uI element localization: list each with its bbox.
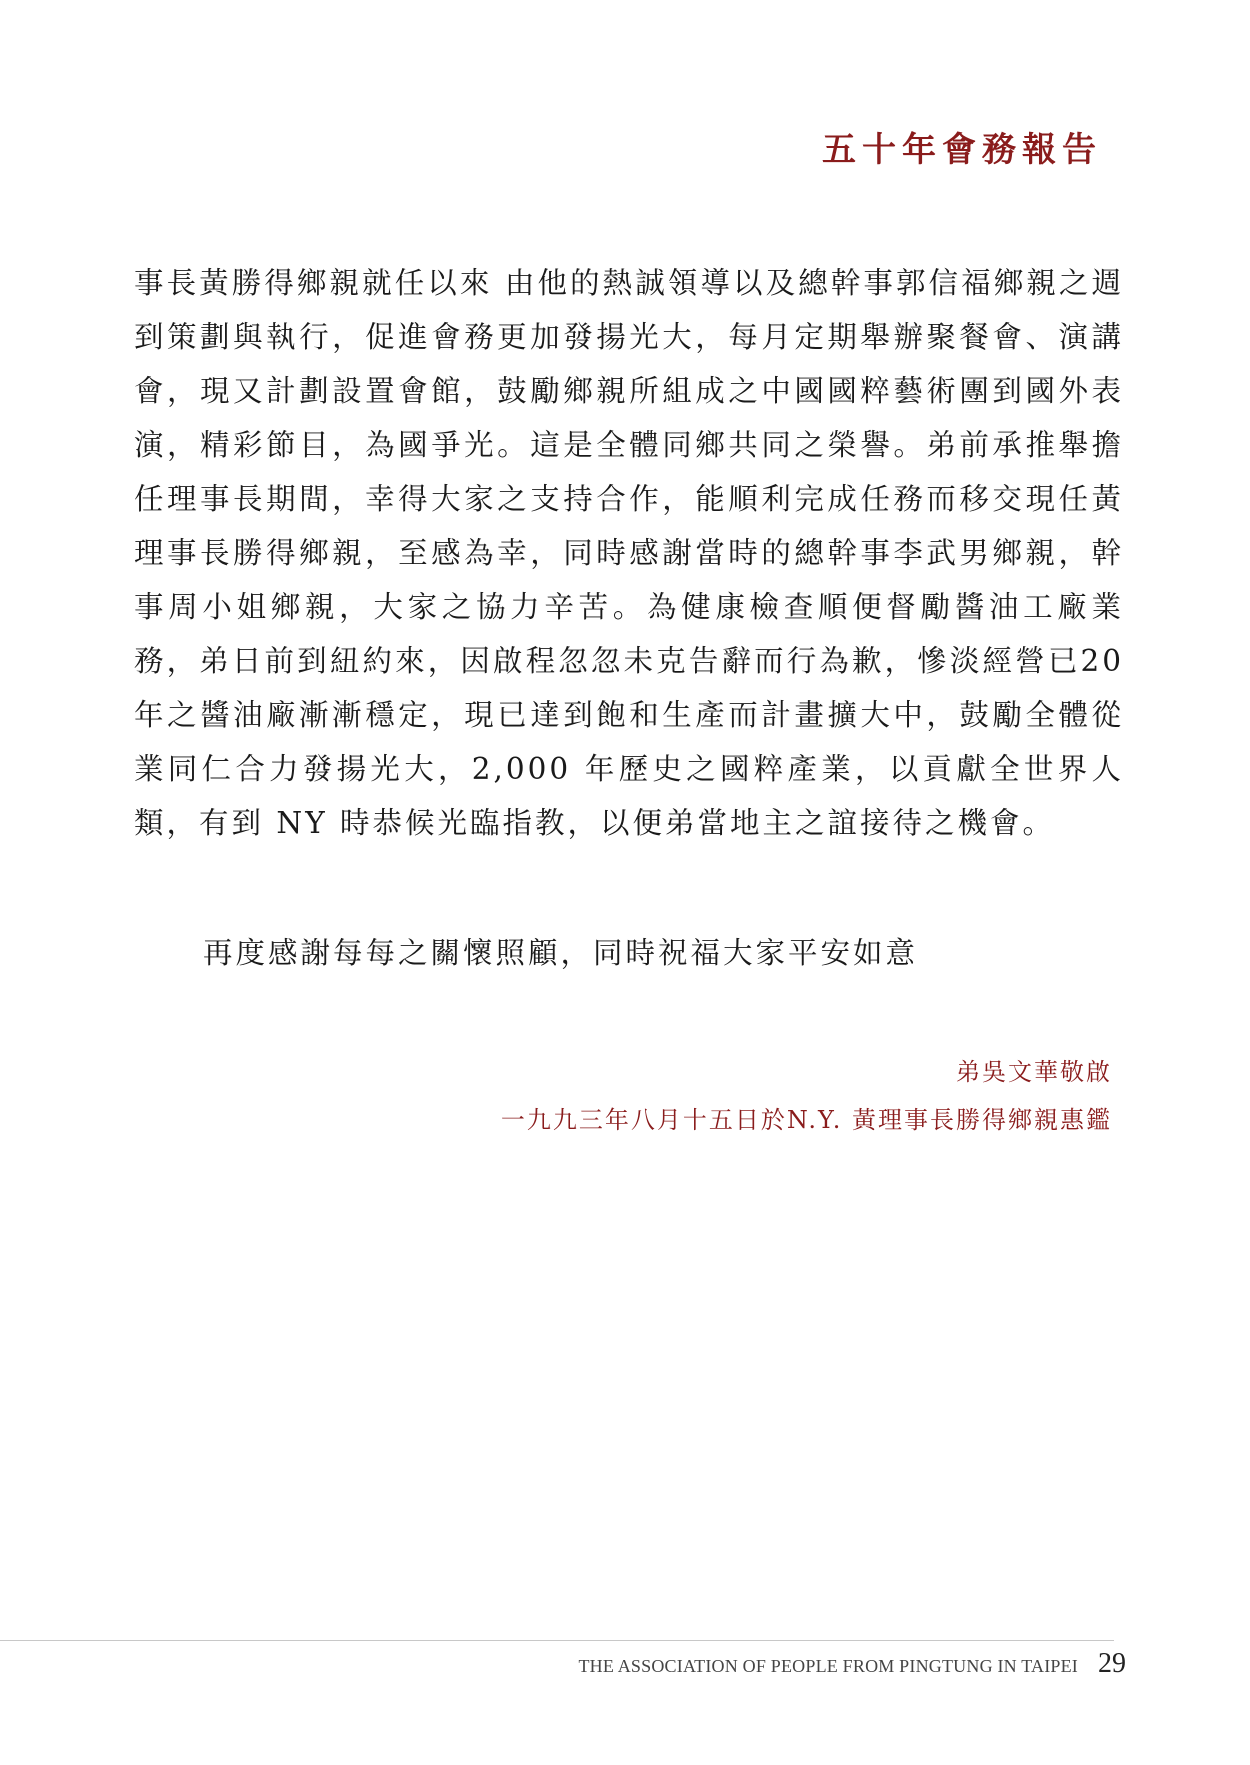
footer-organization: THE ASSOCIATION OF PEOPLE FROM PINGTUNG IN TAIPEI xyxy=(578,1656,1078,1676)
page-number: 29 xyxy=(1098,1648,1126,1679)
footer-divider xyxy=(0,1640,1114,1641)
section-title: 五十年會務報告 xyxy=(822,130,1102,170)
letter-closing: 再度感謝每每之關懷照顧，同時祝福大家平安如意 xyxy=(203,936,919,970)
letter-body: 事長黃勝得鄉親就任以來 由他的熱誠領導以及總幹事郭信福鄉親之週到策劃與執行，促進會務更加發揚光大，每月定期舉辦聚餐會、演講會，現又計劃設置會館，鼓勵鄉親所組成之中國國粹藝術團到國外表演，精彩節目，為國爭光。這是全體同鄉共同之榮譽。弟前承推舉擔任理事長期間，幸得大家之支持合作，能順利完成任務而移交現任黃理事長勝得鄉親，至感為幸，同時感謝當時的總幹事李武男鄉親，幹事周小姐鄉親，大家之協力辛苦。為健康檢查順便督勵醬油工廠業務，弟日前到紐約來，因啟程忽忽未克告辭而行為歉，慘淡經營已20年之醬油廠漸漸穩定，現已達到飽和生產而計畫擴大中，鼓勵全體從業同仁合力發揚光大，2,000 年歷史之國粹產業，以貢獻全世界人類，有到 NY 時恭候光臨指教，以便弟當地主之誼接待之機會。 xyxy=(134,266,1124,840)
signature-name: 弟吳文華敬啟 xyxy=(956,1058,1112,1086)
signature-date: 一九九三年八月十五日於N.Y. 黃理事長勝得鄉親惠鑑 xyxy=(500,1106,1112,1134)
